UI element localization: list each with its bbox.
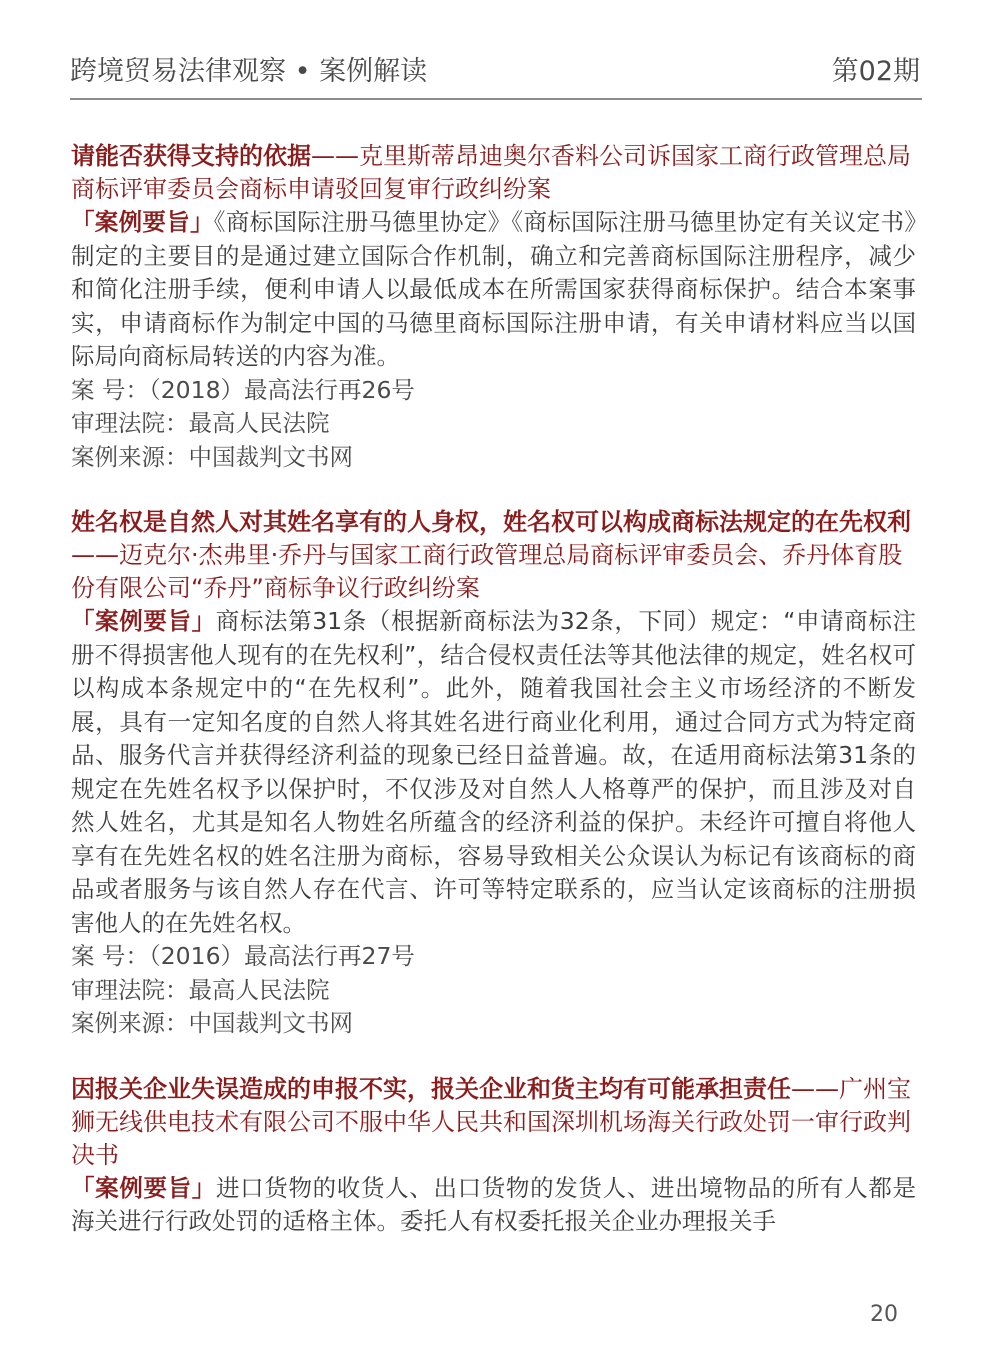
case-number: 案 号：（2018）最高法行再26号 <box>71 375 415 404</box>
case-number: 案 号：（2016）最高法行再27号 <box>71 942 415 970</box>
case-title <box>71 1073 916 1172</box>
case-entry <box>71 506 916 1041</box>
case-summary-tag: 「案例要旨」 <box>71 1173 216 1202</box>
case-source: 案例来源：中国裁判文书网 <box>71 1009 353 1037</box>
case-entry <box>71 1073 916 1239</box>
page-number: 20 <box>870 1302 898 1327</box>
page-header <box>70 52 922 100</box>
case-title <box>71 140 916 206</box>
case-summary-text: 《商标国际注册马德里协定》《商标国际注册马德里协定有关议定书》制定的主要目的是通过建立国际合作机制，确立和完善商标国际注册程序，减少和简化注册手续，便利申请人以最低成本在所需国家获得商标保护。结合本案事实，申请商标作为制定中国的马德里商标国际注册申请，有关申请材料应当以国际局向商标局转送的内容为准。 <box>71 208 917 370</box>
case-court: 审理法院：最高人民法院 <box>71 975 330 1004</box>
case-title-lead: 因报关企业失误造成的申报不实，报关企业和货主均有可能承担责任 <box>71 1074 791 1103</box>
issue-number: 第02期 <box>831 56 920 87</box>
case-title-lead: 请能否获得支持的依据 <box>71 142 311 170</box>
case-list <box>71 140 916 1271</box>
case-summary-text: 进口货物的收货人、出口货物的发货人、进出境物品的所有人都是海关进行行政处罚的适格主体。委托人有权委托报关企业办理报关手 <box>71 1173 917 1235</box>
case-summary-tag: 「案例要旨」 <box>71 208 214 236</box>
case-summary <box>71 605 916 940</box>
case-summary <box>71 206 916 374</box>
case-summary-text: 商标法第31条（根据新商标法为32条，下同）规定：“申请商标注册不得损害他人现有的在先权利”，结合侵权责任法等其他法律的规定，姓名权可以构成本条规定中的“在先权利”。此外，随着我国社会主义市场经济的不断发展，具有一定知名度的自然人将其姓名进行商业化利用，通过合同方式为特定商品、服务代言并获得经济利益的现象已经日益普遍。故，在适用商标法第31条的规定在先姓名权予以保护时，不仅涉及对自然人人格尊严的保护，而且涉及对自然人姓名，尤其是知名人物姓名所蕴含的经济利益的保护。未经许可擅自将他人享有在先姓名权的姓名注册为商标，容易导致相关公众误认为标记有该商标的商品或者服务与该自然人存在代言、许可等特定联系的，应当认定该商标的注册损害他人的在先姓名权。 <box>71 607 917 937</box>
case-title-rest: ——克里斯蒂昂迪奥尔香料公司诉国家工商行政管理总局商标评审委员会商标申请驳回复审行政纠纷案 <box>71 142 911 203</box>
publication-title: 跨境贸易法律观察 • 案例解读 <box>70 56 428 87</box>
case-title-rest: ——广州宝狮无线供电技术有限公司不服中华人民共和国深圳机场海关行政处罚一审行政判决书 <box>71 1074 911 1169</box>
case-title <box>71 506 916 605</box>
case-entry <box>71 140 916 474</box>
case-court: 审理法院：最高人民法院 <box>71 409 330 437</box>
case-title-rest: ——迈克尔·杰弗里·乔丹与国家工商行政管理总局商标评审委员会、乔丹体育股份有限公司“乔丹”商标争议行政纠纷案 <box>71 541 903 602</box>
case-title-lead: 姓名权是自然人对其姓名享有的人身权，姓名权可以构成商标法规定的在先权利 <box>71 508 911 536</box>
case-source: 案例来源：中国裁判文书网 <box>71 442 353 471</box>
case-summary-tag: 「案例要旨」 <box>71 607 216 635</box>
case-summary <box>71 1172 916 1239</box>
